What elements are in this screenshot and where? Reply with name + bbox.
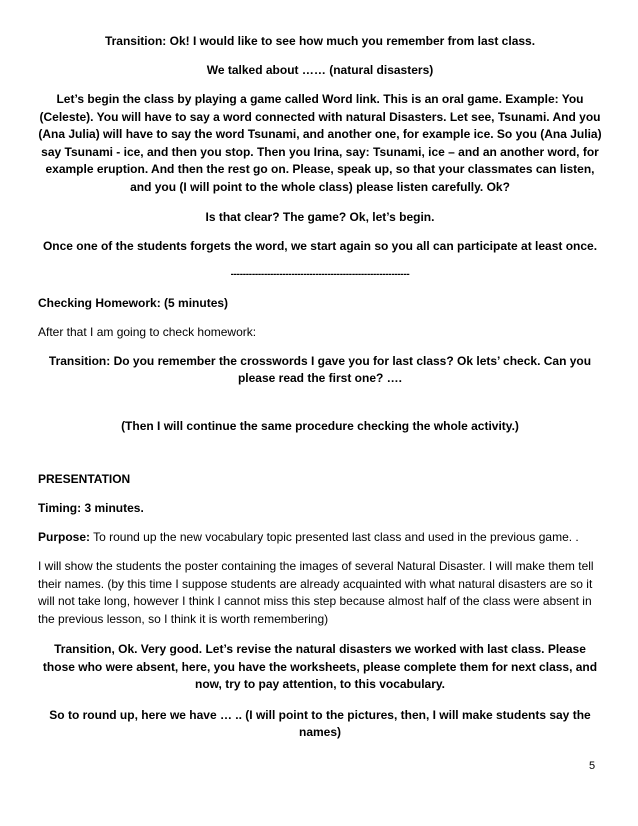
homework-procedure: (Then I will continue the same procedure checking the whole activity.) bbox=[121, 419, 519, 433]
game-intro-paragraph: Let’s begin the class by playing a game called Word link. This is an oral game. Example: You (Celeste). You will have to say a word connected with natural Disasters. Let see, Tsunami. And you (Ana Julia) will have to say the word Tsunami, and another one, for example ice. So you (Ana Julia) say Tsunami - ice, and then you stop. Then you Irina, say: Tsunami, ice – and an another word, for example eruption. And then the rest go on. Please, speak up, so that your classmates can listen, and you (I will point to the whole class) please listen carefully. Ok? bbox=[38, 92, 602, 194]
poster-paragraph: I will show the students the poster containing the images of several Natural Disaster. I will make them tell their names. (by this time I suppose students are already acquainted with what natural disasters are so it will not take long, however I think I cannot miss this step because almost half of the class were absent in the previous lesson, so I think it is worth remembering) bbox=[38, 559, 594, 626]
section-divider: ----------------------------------------------------------- bbox=[230, 269, 410, 280]
clear-question: Is that clear? The game? Ok, let’s begin. bbox=[205, 210, 435, 224]
presentation-heading: PRESENTATION bbox=[38, 472, 131, 486]
purpose-text: To round up the new vocabulary topic presented last class and used in the previous game. . bbox=[90, 530, 579, 544]
document-page bbox=[38, 33, 602, 742]
homework-intro: After that I am going to check homework: bbox=[38, 325, 257, 339]
presentation-timing: Timing: 3 minutes. bbox=[38, 501, 144, 515]
homework-heading: Checking Homework: (5 minutes) bbox=[38, 296, 229, 310]
transition-opening: Transition: Ok! I would like to see how much you remember from last class. bbox=[104, 34, 536, 48]
round-up-line: So to round up, here we have … .. (I will point to the pictures, then, I will make students say the names) bbox=[49, 707, 591, 739]
presentation-transition: Transition, Ok. Very good. Let’s revise the natural disasters we worked with last class. Please those who were absent, here, you have the worksheets, please complete them for next class, and now, try to pay attention, to this vocabulary. bbox=[42, 642, 598, 691]
restart-note: Once one of the students forgets the word, we start again so you all can participate at least once. bbox=[42, 239, 598, 253]
page-number: 5 bbox=[589, 760, 596, 772]
purpose-label: Purpose: bbox=[38, 530, 91, 544]
homework-transition: Transition: Do you remember the crosswords I gave you for last class? Ok lets’ check. Can you please read the first one? …. bbox=[48, 354, 592, 385]
talked-about-line: We talked about …… (natural disasters) bbox=[206, 63, 434, 77]
presentation-purpose bbox=[38, 529, 602, 545]
